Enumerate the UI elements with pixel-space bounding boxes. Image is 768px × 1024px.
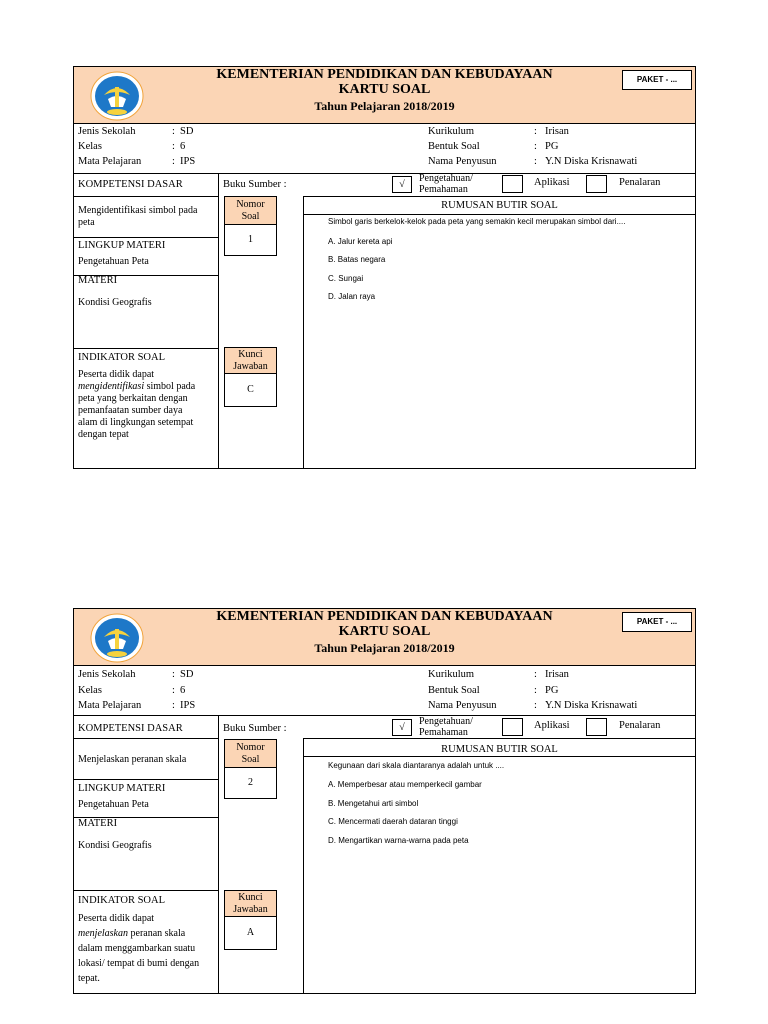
aplikasi-checkbox[interactable] [502, 718, 523, 736]
colon: : [172, 685, 175, 696]
materi-value: Kondisi Geografis [78, 297, 152, 308]
pengetahuan-label: Pengetahuan/ [419, 173, 473, 184]
card-title: KARTU SOAL [338, 624, 431, 639]
indikator-text: Peserta didik dapat mengidentifikasi simbol pada peta yang berkaitan dengan pemanfaatan sumber daya alam di lingkungan setempat dengan tepat [78, 369, 196, 440]
ministry-title: KEMENTERIAN PENDIDIKAN DAN KEBUDAYAAN [216, 67, 553, 82]
option-c: C. Mencermati daerah dataran tinggi [328, 817, 458, 826]
label-kurikulum: Kurikulum [428, 669, 475, 680]
ministry-title: KEMENTERIAN PENDIDIKAN DAN KEBUDAYAAN [216, 609, 553, 624]
divider [218, 715, 219, 994]
kd-text: Menjelaskan peranan skala [78, 754, 187, 765]
colon: : [172, 669, 175, 680]
lingkup-materi-value: Pengetahuan Peta [78, 256, 149, 267]
question-card-2 [73, 608, 696, 994]
nomor-soal-header: Nomor Soal [224, 739, 277, 768]
aplikasi-checkbox[interactable] [502, 175, 523, 193]
penalaran-checkbox[interactable] [586, 175, 607, 193]
nomor-soal-header: Nomor Soal [224, 196, 277, 225]
academic-year: Tahun Pelajaran 2018/2019 [314, 641, 455, 655]
paket-box: PAKET - ... [622, 70, 692, 90]
card-header [74, 67, 695, 124]
materi-label: MATERI [78, 818, 118, 829]
divider [303, 738, 695, 739]
divider [303, 738, 304, 994]
divider [74, 348, 218, 349]
question-text: Simbol garis berkelok-kelok pada peta yang semakin kecil merupakan simbol dari.... [328, 217, 626, 226]
colon: : [172, 141, 175, 152]
lingkup-materi-label: LINGKUP MATERI [78, 783, 166, 794]
value-bentuk-soal: PG [545, 141, 559, 152]
value-kurikulum: Irisan [545, 126, 569, 137]
card-header [74, 609, 695, 666]
kompetensi-dasar-label: KOMPETENSI DASAR [78, 723, 183, 734]
divider [303, 196, 304, 469]
label-bentuk-soal: Bentuk Soal [428, 685, 480, 696]
pemahaman-label: Pemahaman [419, 727, 468, 738]
buku-sumber-label: Buku Sumber : [223, 723, 287, 734]
kd-text: Mengidentifikasi simbol pada [78, 205, 198, 216]
option-c: C. Sungai [328, 274, 364, 283]
divider [74, 715, 695, 716]
pengetahuan-checkbox[interactable]: √ [392, 719, 412, 736]
option-a: A. Jalur kereta api [328, 237, 393, 246]
buku-sumber-label: Buku Sumber : [223, 179, 287, 190]
colon: : [534, 669, 537, 680]
divider [303, 214, 695, 215]
kompetensi-dasar-label: KOMPETENSI DASAR [78, 179, 183, 190]
option-d: D. Jalan raya [328, 292, 376, 301]
label-nama-penyusun: Nama Penyusun [428, 700, 497, 711]
pemahaman-label: Pemahaman [419, 184, 468, 195]
colon: : [172, 156, 175, 167]
option-a: A. Memperbesar atau memperkecil gambar [328, 780, 482, 789]
divider [303, 756, 695, 757]
value-kelas: 6 [180, 685, 186, 696]
label-kelas: Kelas [78, 685, 102, 696]
divider [74, 738, 218, 739]
nomor-soal-value: 1 [224, 224, 277, 256]
divider [74, 237, 218, 238]
penalaran-label: Penalaran [619, 720, 661, 731]
divider [74, 890, 218, 891]
label-kelas: Kelas [78, 141, 102, 152]
divider [218, 173, 219, 469]
pengetahuan-checkbox[interactable]: √ [392, 176, 412, 193]
label-bentuk-soal: Bentuk Soal [428, 141, 480, 152]
label-jenis-sekolah: Jenis Sekolah [78, 669, 136, 680]
kunci-jawaban-value: C [224, 373, 277, 407]
colon: : [534, 700, 537, 711]
indikator-soal-label: INDIKATOR SOAL [78, 895, 166, 906]
colon: : [534, 126, 537, 137]
colon: : [534, 141, 537, 152]
value-kurikulum: Irisan [545, 669, 569, 680]
indikator-text: Peserta didik dapat menjelaskan peranan skala dalam menggambarkan suatu lokasi/ tempat di bumi dengan tepat. [78, 913, 200, 984]
value-mata-pelajaran: IPS [180, 156, 196, 167]
colon: : [172, 126, 175, 137]
colon: : [172, 700, 175, 711]
penalaran-checkbox[interactable] [586, 718, 607, 736]
nomor-soal-value: 2 [224, 767, 277, 799]
value-jenis-sekolah: SD [180, 669, 194, 680]
option-b: B. Batas negara [328, 255, 386, 264]
value-mata-pelajaran: IPS [180, 700, 196, 711]
pengetahuan-label: Pengetahuan/ [419, 716, 473, 727]
kunci-jawaban-header: Kunci Jawaban [224, 890, 277, 917]
materi-value: Kondisi Geografis [78, 840, 152, 851]
materi-label: MATERI [78, 275, 118, 286]
card-title: KARTU SOAL [338, 82, 431, 97]
option-b: B. Mengetahui arti simbol [328, 799, 419, 808]
aplikasi-label: Aplikasi [534, 720, 570, 731]
question-text: Kegunaan dari skala diantaranya adalah untuk .... [328, 761, 505, 770]
aplikasi-label: Aplikasi [534, 177, 570, 188]
rumusan-label: RUMUSAN BUTIR SOAL [441, 200, 558, 211]
value-nama-penyusun: Y.N Diska Krisnawati [545, 156, 638, 167]
rumusan-label: RUMUSAN BUTIR SOAL [441, 744, 558, 755]
colon: : [534, 156, 537, 167]
label-mata-pelajaran: Mata Pelajaran [78, 700, 142, 711]
academic-year: Tahun Pelajaran 2018/2019 [314, 99, 455, 113]
paket-box: PAKET - ... [622, 612, 692, 632]
divider [74, 196, 218, 197]
indikator-soal-label: INDIKATOR SOAL [78, 352, 166, 363]
label-nama-penyusun: Nama Penyusun [428, 156, 497, 167]
kunci-jawaban-header: Kunci Jawaban [224, 347, 277, 374]
value-bentuk-soal: PG [545, 685, 559, 696]
penalaran-label: Penalaran [619, 177, 661, 188]
kd-text: peta [78, 217, 95, 228]
question-card-1 [73, 66, 696, 469]
label-mata-pelajaran: Mata Pelajaran [78, 156, 142, 167]
kunci-jawaban-value: A [224, 916, 277, 950]
lingkup-materi-value: Pengetahuan Peta [78, 799, 149, 810]
divider [74, 779, 218, 780]
divider [303, 196, 695, 197]
value-nama-penyusun: Y.N Diska Krisnawati [545, 700, 638, 711]
label-jenis-sekolah: Jenis Sekolah [78, 126, 136, 137]
label-kurikulum: Kurikulum [428, 126, 475, 137]
colon: : [534, 685, 537, 696]
value-kelas: 6 [180, 141, 186, 152]
option-d: D. Mengartikan warna-warna pada peta [328, 836, 469, 845]
value-jenis-sekolah: SD [180, 126, 194, 137]
lingkup-materi-label: LINGKUP MATERI [78, 240, 166, 251]
divider [74, 173, 695, 174]
